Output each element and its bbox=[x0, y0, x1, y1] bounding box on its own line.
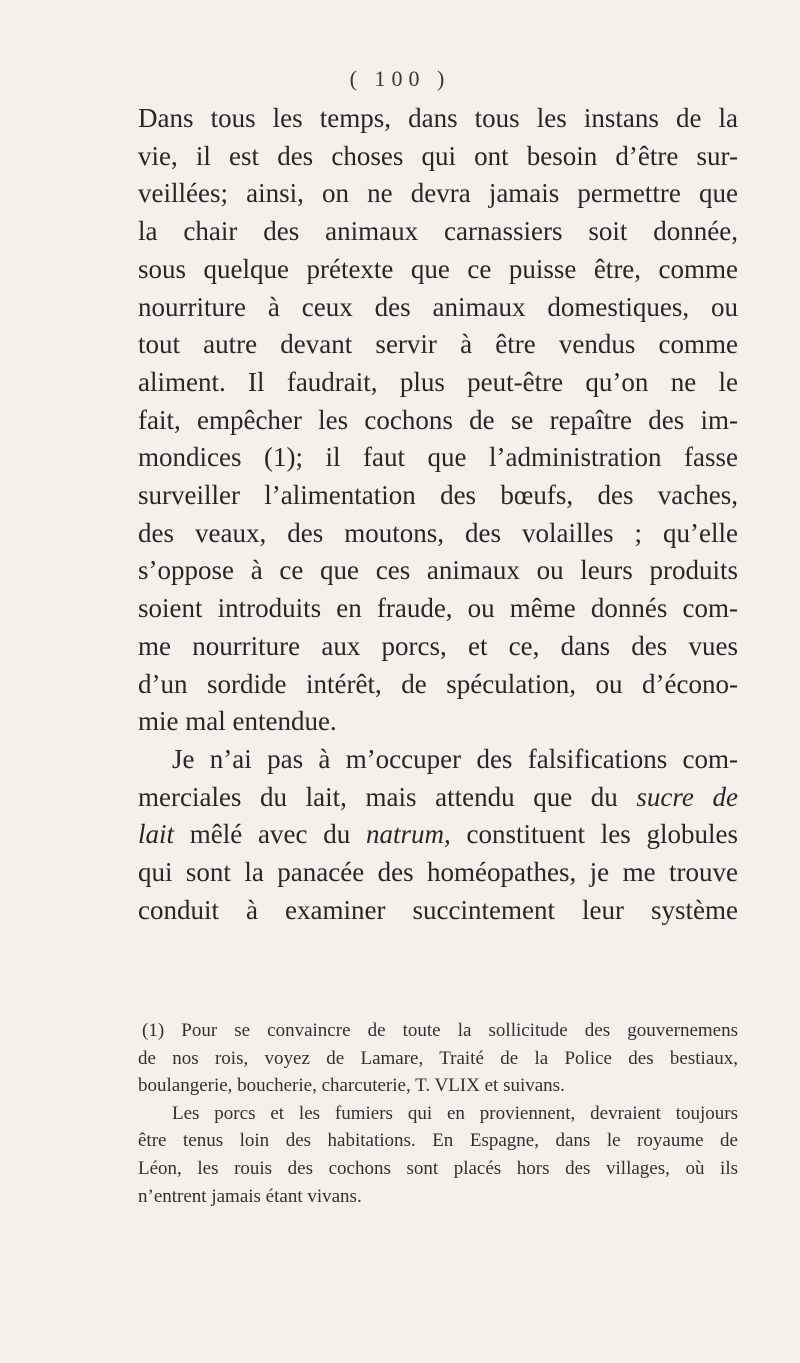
text-line: me nourriture aux porcs, et ce, dans des vues bbox=[138, 630, 738, 661]
page-number-header: ( 100 ) bbox=[349, 66, 451, 91]
text-line: Je n’ai pas à m’occuper des falsifications com- bbox=[172, 743, 738, 774]
text-line: aliment. Il faudrait, plus peut-être qu’on ne le bbox=[138, 366, 738, 397]
text-line: surveiller l’alimentation des bœufs, des vaches, bbox=[138, 480, 738, 511]
footnote-block bbox=[138, 1017, 738, 1210]
text-line: s’oppose à ce que ces animaux ou leurs produits bbox=[138, 555, 738, 586]
text-line: conduit à examiner succintement leur système bbox=[138, 894, 738, 925]
italic-term: sucre de bbox=[636, 781, 738, 812]
text-line: la chair des animaux carnassiers soit donnée, bbox=[138, 216, 738, 247]
text-line: mie mal entendue. bbox=[138, 706, 337, 737]
main-text bbox=[138, 100, 738, 929]
text-line: d’un sordide intérêt, de spéculation, ou d’écono- bbox=[138, 668, 738, 699]
footnote-line: (1) Pour se convaincre de toute la sollicitude des gouvernemens bbox=[142, 1020, 738, 1041]
footnote-line: Les porcs et les fumiers qui en proviennent, devraient toujours bbox=[172, 1102, 738, 1124]
text-line: fait, empêcher les cochons de se repaître des im- bbox=[138, 404, 738, 435]
text-line: qui sont la panacée des homéopathes, je me trouve bbox=[138, 857, 738, 888]
footnote-line: Léon, les rouis des cochons sont placés hors des villages, où ils bbox=[138, 1157, 738, 1179]
text-line: tout autre devant servir à être vendus comme bbox=[138, 329, 738, 360]
text-line: des veaux, des moutons, des volailles ; qu’elle bbox=[138, 517, 738, 548]
text-line: nourriture à ceux des animaux domestiques, ou bbox=[138, 291, 738, 322]
footnote-line: boulangerie, boucherie, charcuterie, T. VLIX et suivans. bbox=[138, 1075, 565, 1097]
footnote-line: être tenus loin des habitations. En Espagne, dans le royaume de bbox=[138, 1130, 738, 1152]
text-line: Dans tous les temps, dans tous les instans de la bbox=[138, 103, 738, 133]
text-line: soient introduits en fraude, ou même donnés com- bbox=[138, 593, 738, 624]
text-line: sous quelque prétexte que ce puisse être, comme bbox=[138, 253, 738, 284]
text-run: constituent les globules bbox=[466, 819, 739, 850]
text-line: vie, il est des choses qui ont besoin d’être sur- bbox=[138, 140, 738, 171]
text-line: veillées; ainsi, on ne devra jamais permettre que bbox=[138, 178, 738, 209]
text-line: mondices (1); il faut que l’administration fasse bbox=[138, 442, 738, 473]
text-line bbox=[138, 816, 738, 854]
italic-term: natrum, bbox=[366, 819, 451, 850]
footnote-line: n’entrent jamais étant vivans. bbox=[138, 1185, 362, 1207]
text-line bbox=[138, 779, 738, 817]
italic-term: lait bbox=[138, 819, 175, 850]
text-run: merciales du lait, mais attendu que du bbox=[138, 781, 618, 812]
text-run: mêlé avec du bbox=[189, 819, 351, 850]
footnote-line: de nos rois, voyez de Lamare, Traité de la Police des bestiaux, bbox=[138, 1047, 738, 1069]
